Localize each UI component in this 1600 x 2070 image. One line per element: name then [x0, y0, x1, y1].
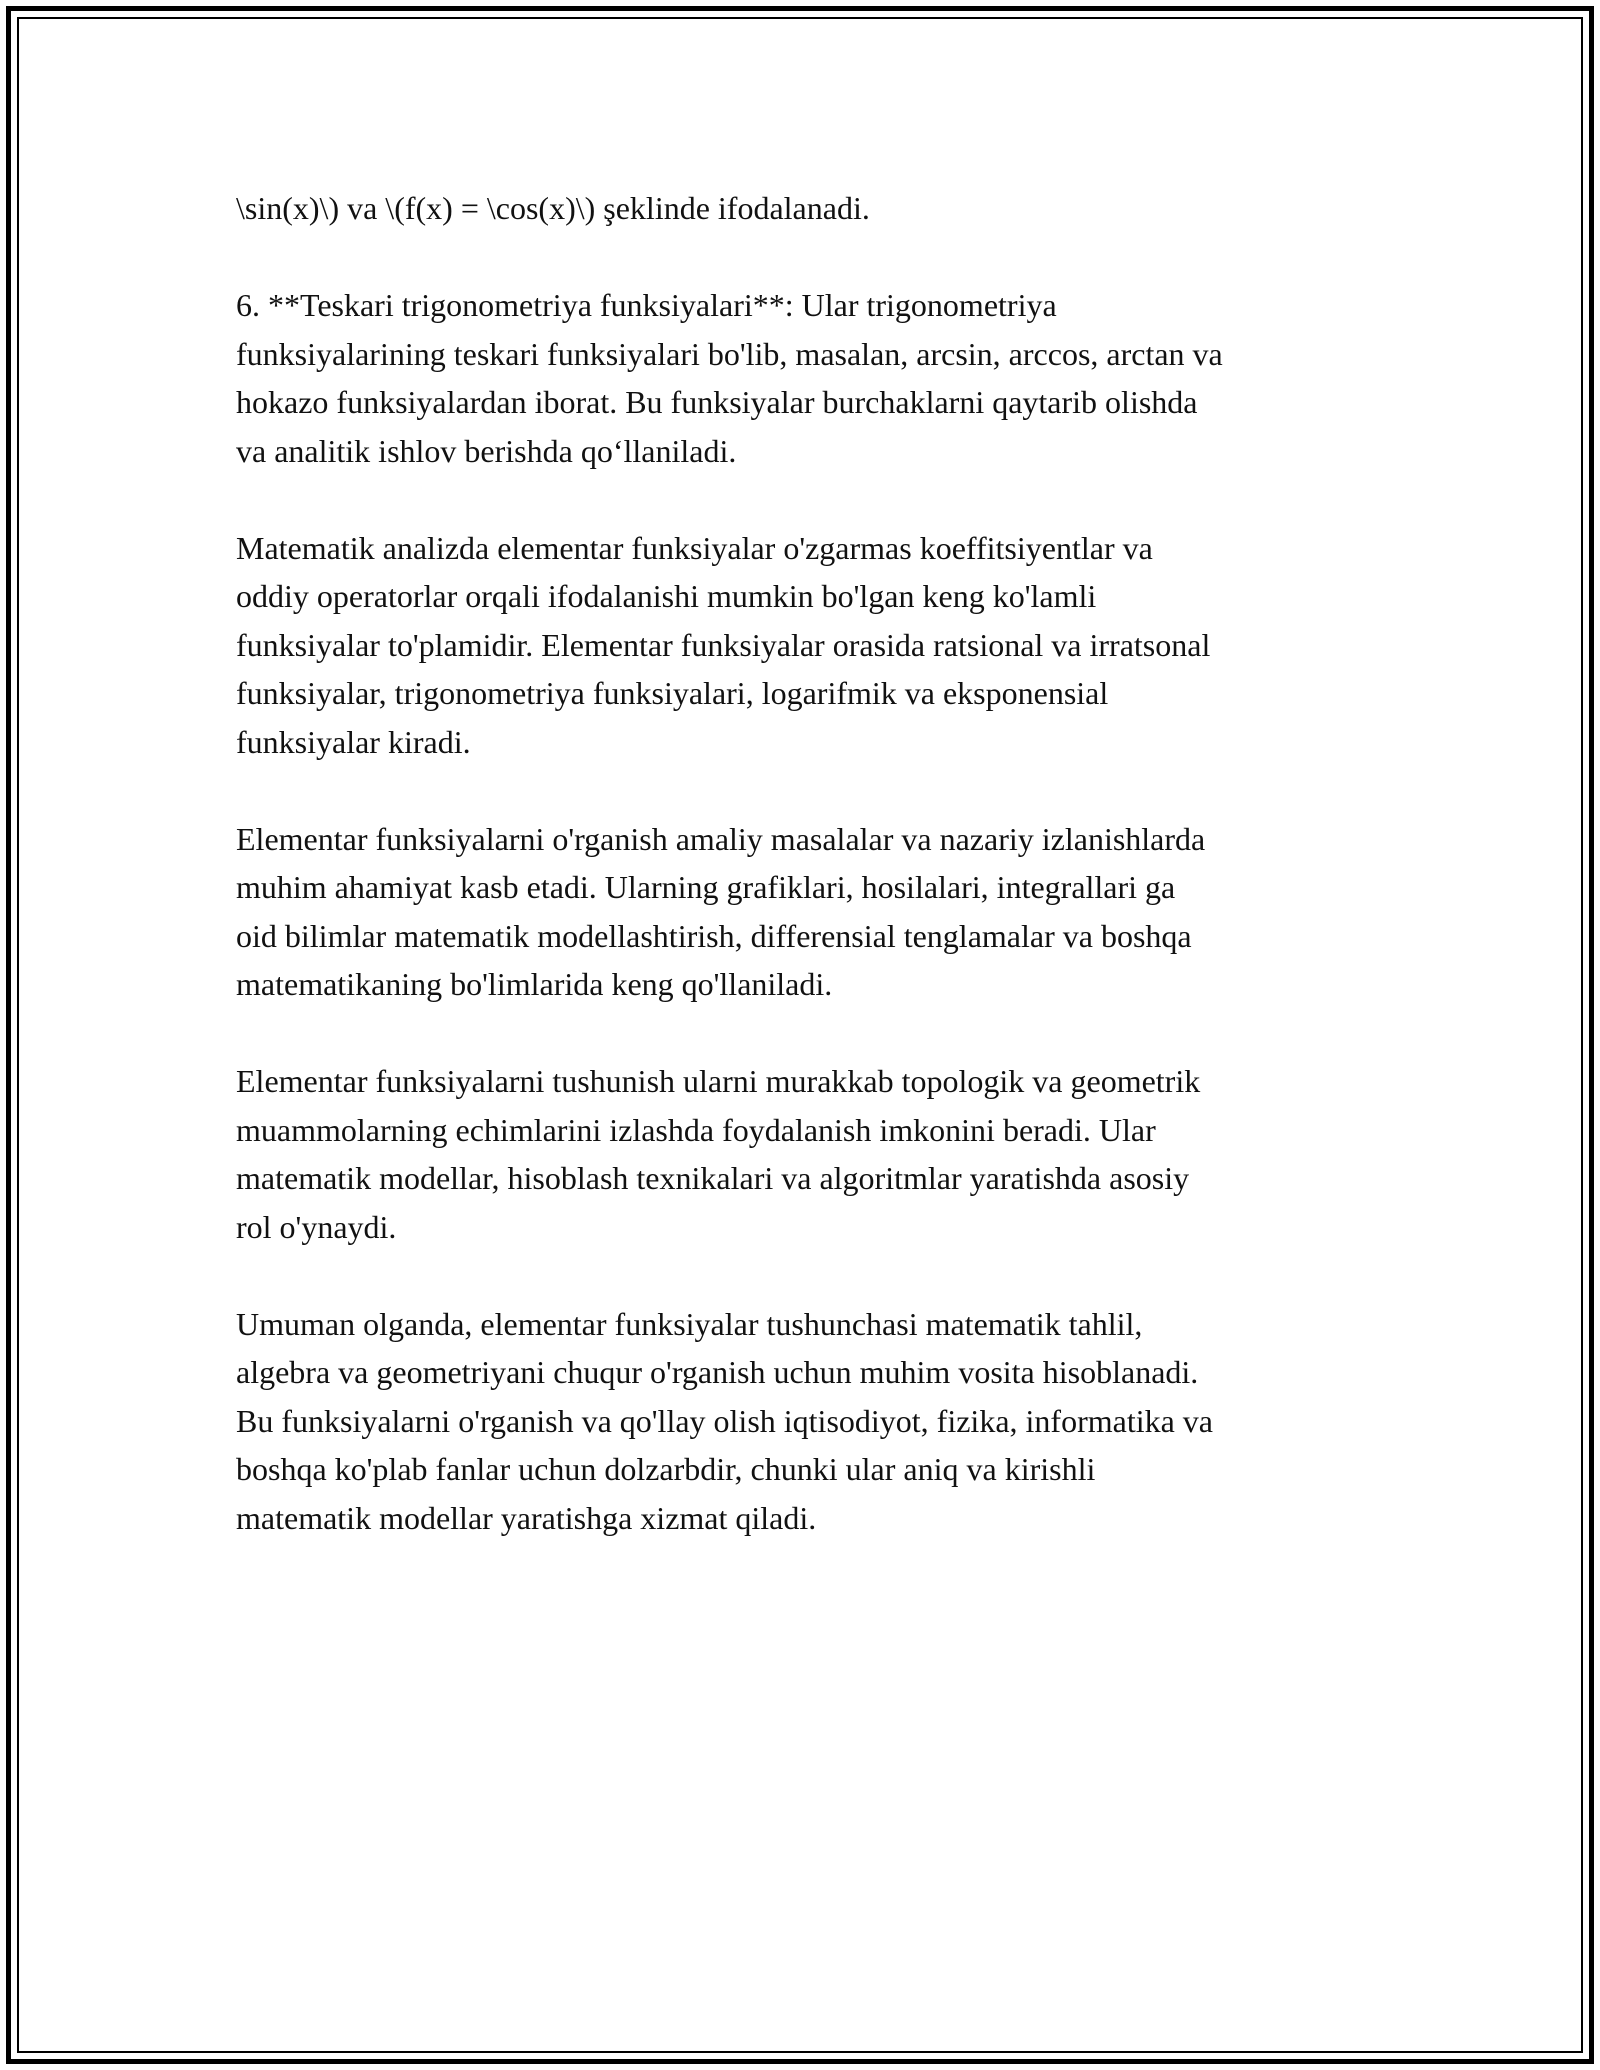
paragraph-conclusion: Umuman olganda, elementar funksiyalar tushunchasi matematik tahlil, algebra va geometriyani chuqur o'rganish uchun muhim vosita hisoblanadi. Bu funksiyalarni o'rganish va qo'llay olish iqtisodiyot, fizika, informatika va boshqa ko'plab fanlar uchun dolzarbdir, chunki ular aniq va kirishli matematik modellar yaratishga xizmat qiladi.	[236, 1305, 1213, 1536]
paragraph-inverse-trig-functions: 6. **Teskari trigonometriya funksiyalari**: Ular trigonometriya funksiyalarining teskari funksiyalari bo'lib, masalan, arcsin, arccos, arctan va hokazo funksiyalardan iborat. Bu funksiyalar burchaklarni qaytarib olishda va analitik ishlov berishda qo‘llaniladi.	[236, 287, 1223, 469]
paragraph-formula-continuation: \sin(x)\) va \(f(x) = \cos(x)\) şeklinde ifodalanadi.	[236, 190, 870, 226]
paragraph-practical-importance: Elementar funksiyalarni o'rganish amaliy masalalar va nazariy izlanishlarda muhim ahamiyat kasb etadi. Ularning grafiklari, hosilalari, integrallari ga oid bilimlar matematik modellashtirish, differensial tenglamalar va boshqa matematikaning bo'limlarida keng qo'llaniladi.	[236, 820, 1206, 1002]
document-body	[236, 184, 1376, 1591]
paragraph-topological-applications: Elementar funksiyalarni tushunish ularni murakkab topologik va geometrik muammolarning echimlarini izlashda foydalanish imkonini beradi. Ular matematik modellar, hisoblash texnikalari va algoritmlar yaratishda asosiy rol o'ynaydi.	[236, 1063, 1201, 1245]
paragraph-elementary-functions-definition: Matematik analizda elementar funksiyalar o'zgarmas koeffitsiyentlar va oddiy operatorlar orqali ifodalanishi mumkin bo'lgan keng ko'lamli funksiyalar to'plamidir. Elementar funksiyalar orasida ratsional va irratsonal funksiyalar, trigonometriya funksiyalari, logarifmik va eksponensial funksiyalar kiradi.	[236, 529, 1211, 760]
